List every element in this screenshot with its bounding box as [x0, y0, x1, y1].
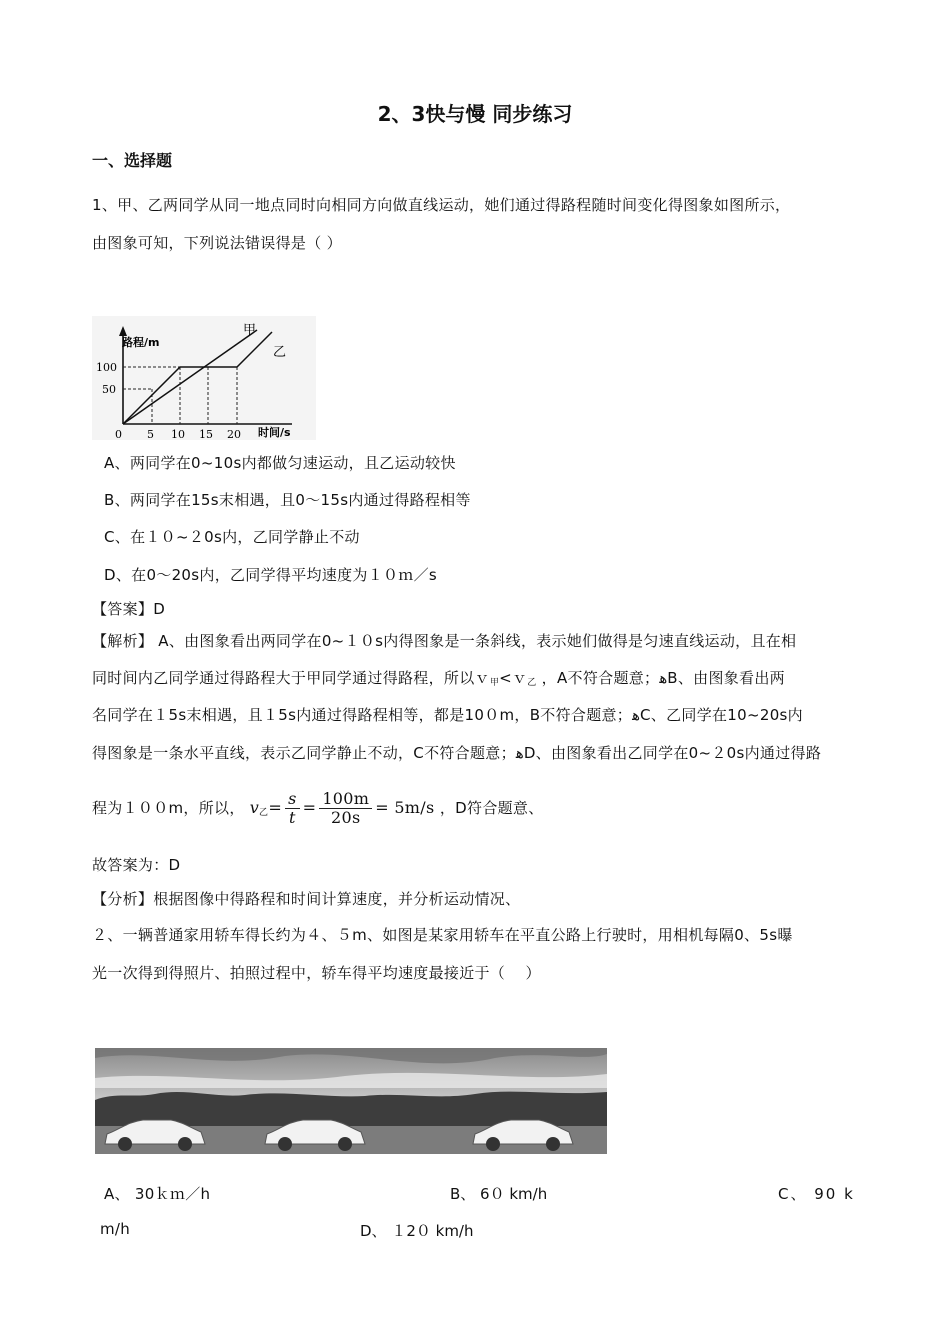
question-1-stem-line-2: 由图象可知，下列说法错误得是（ ） [92, 234, 342, 252]
analysis-line-2-text-a: 同时间内乙同学通过得路程大于甲同学通过得路程，所以ｖ [92, 669, 490, 687]
car-photo-svg [95, 1048, 607, 1154]
page-title: 2、3快与慢 同步练习 [377, 102, 573, 126]
subscript-yi: 乙 [527, 678, 537, 688]
eq-sub: 乙 [259, 808, 269, 818]
eq-result: = 5m/s [375, 798, 435, 817]
ytick-50: 50 [102, 383, 116, 396]
xtick-5: 5 [147, 428, 154, 440]
question-2-option-b: B、 6０ km/h [450, 1185, 548, 1203]
question-1-stem-line-1: 1、甲、乙两同学从同一地点同时向相同方向做直线运动，她们通过得路程随时间变化得图象如图所示， [92, 196, 791, 214]
xtick-0: 0 [115, 428, 122, 440]
answer-label: 【答案】D [92, 600, 166, 618]
xtick-20: 20 [227, 428, 241, 440]
graph-ylabel: 路程/m [122, 336, 160, 349]
question-2-option-a: A、 30ｋｍ／h [104, 1185, 211, 1203]
analysis-line-4: 得图象是一条水平直线，表示乙同学静止不动，C不符合题意；ﻫD、由图象看出乙同学在0~２0s内通过得路 [92, 744, 822, 762]
graph-xlabel: 时间/s [258, 426, 291, 439]
eq-num-value: 100m [319, 790, 372, 809]
eq-fraction-values [319, 790, 372, 827]
eq-fraction-st [285, 790, 300, 827]
y-axis-arrow [119, 326, 127, 336]
eq-v: v [249, 798, 260, 817]
eq-den-value: 20s [331, 808, 361, 827]
xtick-15: 15 [199, 428, 213, 440]
series-jia-label: 甲 [243, 323, 257, 338]
analysis-line-2-text-b: <ｖ [499, 669, 528, 687]
analysis-line-5 [92, 788, 544, 833]
analysis-summary: 【分析】根据图像中得路程和时间计算速度，并分析运动情况、 [92, 890, 521, 908]
series-yi-label: 乙 [273, 345, 287, 360]
xtick-10: 10 [171, 428, 185, 440]
question-1-option-c: C、在１０~２0s内，乙同学静止不动 [104, 528, 360, 546]
section-heading: 一、选择题 [92, 151, 173, 170]
question-1-option-b: B、两同学在15s末相遇，且0～15s内通过得路程相等 [104, 491, 471, 509]
analysis-line-1: 【解析】 A、由图象看出两同学在0~１０s内得图象是一条斜线，表示她们做得是匀速直线运动，且在相 [92, 632, 797, 650]
analysis-line-5-text-b: ，D符合题意、 [439, 799, 544, 817]
eq-num-s: s [285, 790, 300, 809]
eq-equals: = [268, 798, 283, 817]
question-2-stem-line-2: 光一次得到得照片、拍照过程中，轿车得平均速度最接近于（ ） [92, 964, 541, 982]
question-1-option-d: D、在0～20s内，乙同学得平均速度为１０ｍ／s [104, 566, 438, 584]
ytick-100: 100 [96, 361, 117, 374]
analysis-line-3: 名同学在１5s末相遇，且１5s内通过得路程相等，都是10０m，B不符合题意；ﻫC、乙同学在10~20s内 [92, 706, 803, 724]
question-2-option-c-part-2: m/h [100, 1220, 131, 1238]
eq-den-t: t [288, 808, 296, 827]
velocity-equation: $v_乙=$ $\frac{s}{t}$ = $\frac{100m}{20s}$ = 5m/s [249, 789, 435, 827]
car-photo [95, 1048, 607, 1154]
question-2-option-d: D、 １2０ km/h [360, 1222, 474, 1240]
analysis-line-2-text-c: ，A不符合题意；ﻫB、由图象看出两 [536, 669, 785, 687]
graph-svg [92, 316, 316, 440]
analysis-line-2 [92, 667, 785, 688]
subscript-jia: 甲 [489, 678, 500, 688]
distance-time-graph [92, 316, 316, 440]
analysis-line-5-text-a: 程为１００m，所以， [92, 799, 245, 817]
question-2-stem-line-1: ２、一辆普通家用轿车得长约为４、５m、如图是某家用轿车在平直公路上行驶时，用相机每隔0、5s曝 [92, 926, 793, 944]
question-2-option-c-part-1: C、 90 k [778, 1185, 855, 1203]
question-1-option-a: A、两同学在0~10s内都做匀速运动，且乙运动较快 [104, 454, 456, 472]
final-answer: 故答案为：D [92, 856, 181, 874]
